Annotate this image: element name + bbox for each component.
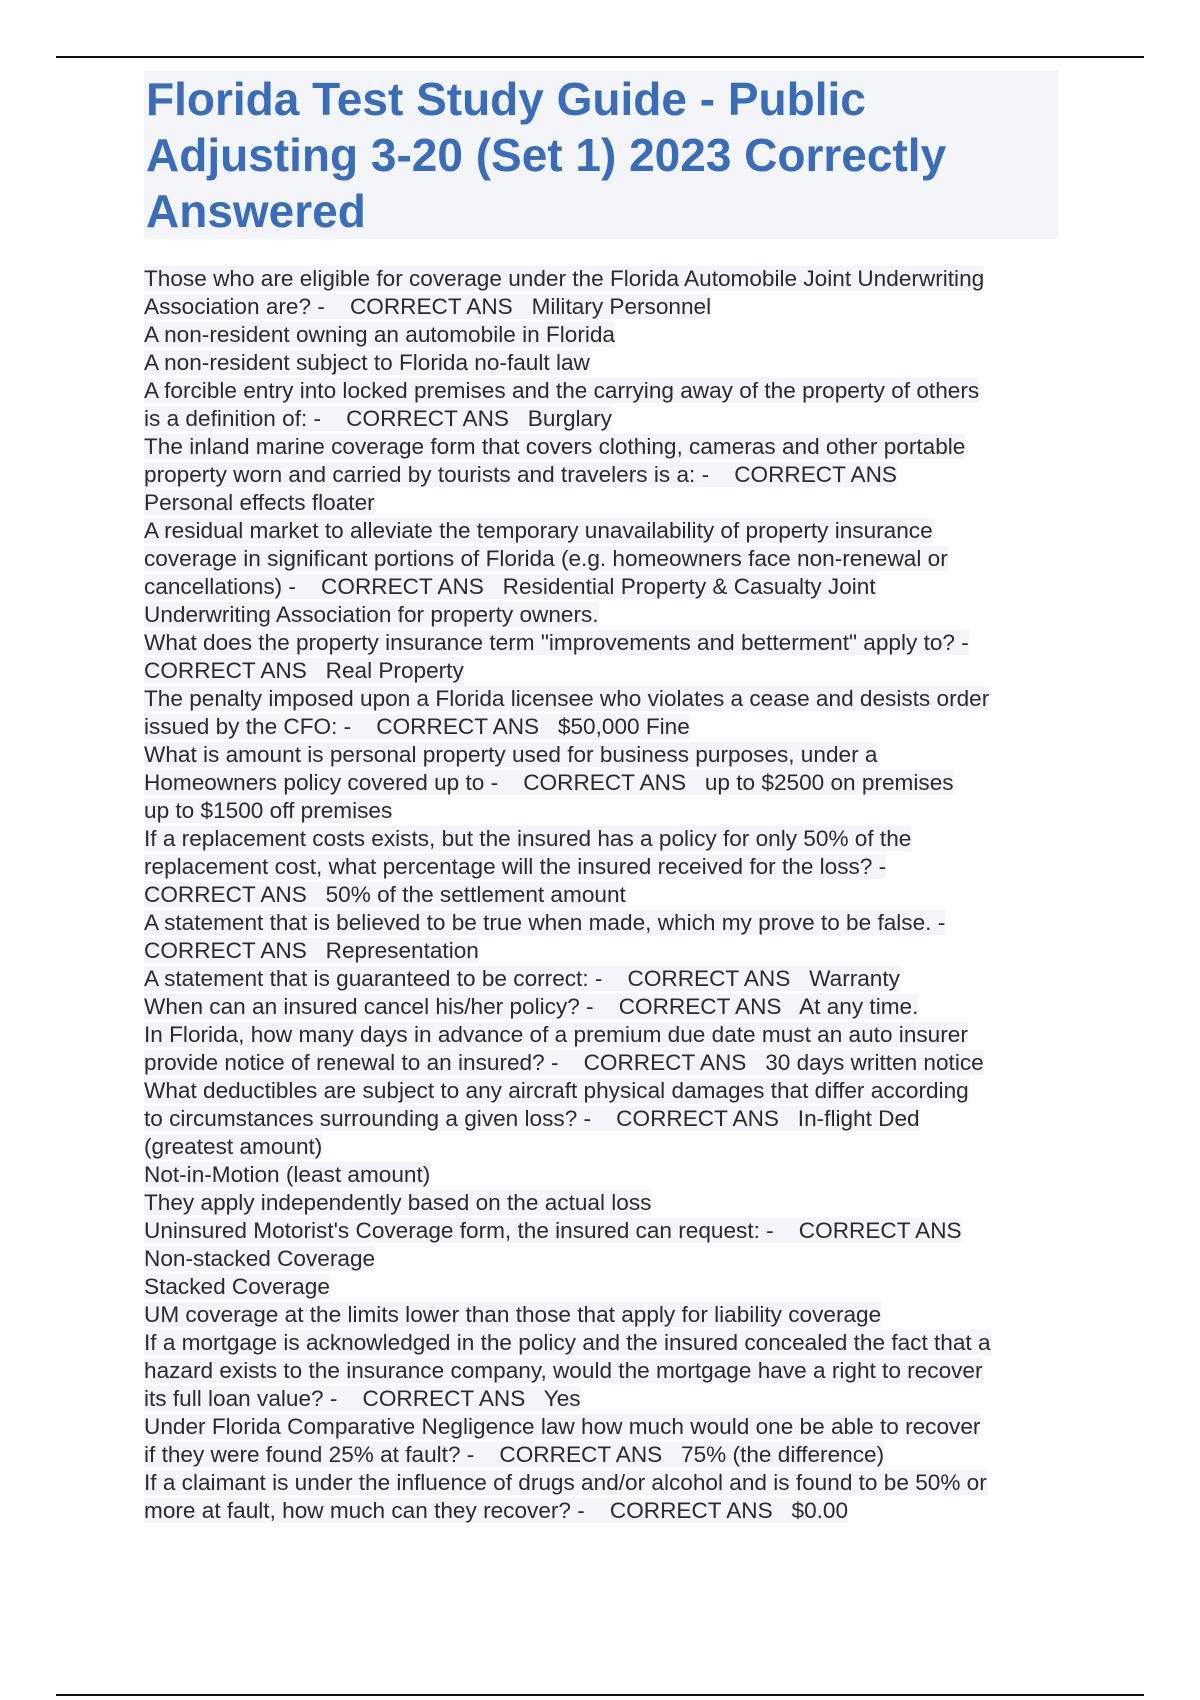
text-line-content: to circumstances surrounding a given loss? - CORRECT ANS In-flight Ded xyxy=(144,1106,920,1131)
text-line xyxy=(144,909,1064,937)
text-line-content: provide notice of renewal to an insured? - CORRECT ANS 30 days written notice xyxy=(144,1050,984,1075)
text-line-content: A statement that is believed to be true when made, which my prove to be false. - xyxy=(144,910,946,935)
text-line-content: Those who are eligible for coverage under the Florida Automobile Joint Underwriting xyxy=(144,266,985,291)
document-title xyxy=(146,71,1058,239)
text-line xyxy=(144,405,1064,433)
text-line xyxy=(144,1161,1064,1189)
text-line xyxy=(144,629,1064,657)
text-line xyxy=(144,1301,1064,1329)
title-line: Florida Test Study Guide - Public xyxy=(146,73,866,125)
text-line-content: UM coverage at the limits lower than those that apply for liability coverage xyxy=(144,1302,882,1327)
study-guide-body xyxy=(144,265,1064,1525)
text-line xyxy=(144,685,1064,713)
text-line-content: cancellations) - CORRECT ANS Residential Property & Casualty Joint xyxy=(144,574,876,599)
text-line-content: If a claimant is under the influence of drugs and/or alcohol and is found to be 50% or xyxy=(144,1470,987,1495)
text-line-content: Personal effects floater xyxy=(144,490,375,515)
text-line xyxy=(144,1273,1064,1301)
text-line xyxy=(144,321,1064,349)
text-line xyxy=(144,965,1064,993)
text-line xyxy=(144,1189,1064,1217)
text-line-content: Stacked Coverage xyxy=(144,1274,330,1299)
text-line-content: coverage in significant portions of Florida (e.g. homeowners face non-renewal or xyxy=(144,546,948,571)
text-line xyxy=(144,993,1064,1021)
text-line-content: issued by the CFO: - CORRECT ANS $50,000 Fine xyxy=(144,714,690,739)
text-line-content: They apply independently based on the actual loss xyxy=(144,1190,652,1215)
text-line-content: A non-resident owning an automobile in Florida xyxy=(144,322,615,347)
text-line xyxy=(144,1077,1064,1105)
text-line-content: Non-stacked Coverage xyxy=(144,1246,376,1271)
text-line-content: Association are? - CORRECT ANS Military Personnel xyxy=(144,294,712,319)
text-line xyxy=(144,461,1064,489)
text-line-content: CORRECT ANS Real Property xyxy=(144,658,464,683)
text-line-content: The inland marine coverage form that covers clothing, cameras and other portable xyxy=(144,434,966,459)
text-line-content: Homeowners policy covered up to - CORRECT ANS up to $2500 on premises xyxy=(144,770,954,795)
text-line xyxy=(144,937,1064,965)
text-line xyxy=(144,1245,1064,1273)
text-line-content: Underwriting Association for property owners. xyxy=(144,602,599,627)
text-line xyxy=(144,1133,1064,1161)
text-line xyxy=(144,1217,1064,1245)
text-line-content: When can an insured cancel his/her policy? - CORRECT ANS At any time. xyxy=(144,994,919,1019)
text-line xyxy=(144,433,1064,461)
text-line xyxy=(144,1105,1064,1133)
text-line xyxy=(144,1049,1064,1077)
text-line xyxy=(144,489,1064,517)
text-line-content: CORRECT ANS 50% of the settlement amount xyxy=(144,882,626,907)
bottom-rule xyxy=(56,1694,1144,1696)
title-line: Adjusting 3-20 (Set 1) 2023 Correctly xyxy=(146,129,947,181)
text-line-content: Uninsured Motorist's Coverage form, the insured can request: - CORRECT ANS xyxy=(144,1218,962,1243)
text-line-content: Under Florida Comparative Negligence law how much would one be able to recover xyxy=(144,1414,981,1439)
text-line-content: A non-resident subject to Florida no-fault law xyxy=(144,350,590,375)
text-line xyxy=(144,601,1064,629)
text-line xyxy=(144,657,1064,685)
text-line-content: A forcible entry into locked premises and the carrying away of the property of others xyxy=(144,378,980,403)
text-line xyxy=(144,825,1064,853)
text-line-content: What deductibles are subject to any aircraft physical damages that differ according xyxy=(144,1078,969,1103)
text-line-content: more at fault, how much can they recover? - CORRECT ANS $0.00 xyxy=(144,1498,849,1523)
text-line xyxy=(144,713,1064,741)
text-line-content: What does the property insurance term "improvements and betterment" apply to? - xyxy=(144,630,969,655)
text-line xyxy=(144,349,1064,377)
top-rule xyxy=(56,56,1144,58)
text-line xyxy=(144,1413,1064,1441)
text-line xyxy=(144,1329,1064,1357)
text-line-content: Not-in-Motion (least amount) xyxy=(144,1162,431,1187)
text-line-content: if they were found 25% at fault? - CORRECT ANS 75% (the difference) xyxy=(144,1442,885,1467)
text-line-content: In Florida, how many days in advance of a premium due date must an auto insurer xyxy=(144,1022,968,1047)
text-line xyxy=(144,853,1064,881)
text-line xyxy=(144,573,1064,601)
text-line-content: A residual market to alleviate the temporary unavailability of property insurance xyxy=(144,518,933,543)
text-line-content: (greatest amount) xyxy=(144,1134,323,1159)
text-line xyxy=(144,545,1064,573)
text-line-content: What is amount is personal property used for business purposes, under a xyxy=(144,742,878,767)
text-line xyxy=(144,769,1064,797)
text-line-content: CORRECT ANS Representation xyxy=(144,938,479,963)
text-line-content: up to $1500 off premises xyxy=(144,798,393,823)
text-line-content: its full loan value? - CORRECT ANS Yes xyxy=(144,1386,581,1411)
text-line-content: property worn and carried by tourists and travelers is a: - CORRECT ANS xyxy=(144,462,897,487)
text-line xyxy=(144,1385,1064,1413)
text-line-content: If a replacement costs exists, but the insured has a policy for only 50% of the xyxy=(144,826,912,851)
text-line xyxy=(144,293,1064,321)
text-line xyxy=(144,1357,1064,1385)
text-line-content: is a definition of: - CORRECT ANS Burglary xyxy=(144,406,612,431)
text-line-content: hazard exists to the insurance company, would the mortgage have a right to recover xyxy=(144,1358,983,1383)
text-line xyxy=(144,1441,1064,1469)
text-line xyxy=(144,1497,1064,1525)
text-line-content: A statement that is guaranteed to be correct: - CORRECT ANS Warranty xyxy=(144,966,900,991)
text-line xyxy=(144,265,1064,293)
text-line xyxy=(144,1021,1064,1049)
text-line-content: replacement cost, what percentage will the insured received for the loss? - xyxy=(144,854,887,879)
text-line xyxy=(144,517,1064,545)
text-line xyxy=(144,797,1064,825)
title-line: Answered xyxy=(146,185,366,237)
text-line xyxy=(144,881,1064,909)
text-line xyxy=(144,1469,1064,1497)
text-line xyxy=(144,741,1064,769)
text-line-content: If a mortgage is acknowledged in the policy and the insured concealed the fact that a xyxy=(144,1330,991,1355)
text-line-content: The penalty imposed upon a Florida licensee who violates a cease and desists order xyxy=(144,686,990,711)
title-block xyxy=(144,71,1058,239)
text-line xyxy=(144,377,1064,405)
